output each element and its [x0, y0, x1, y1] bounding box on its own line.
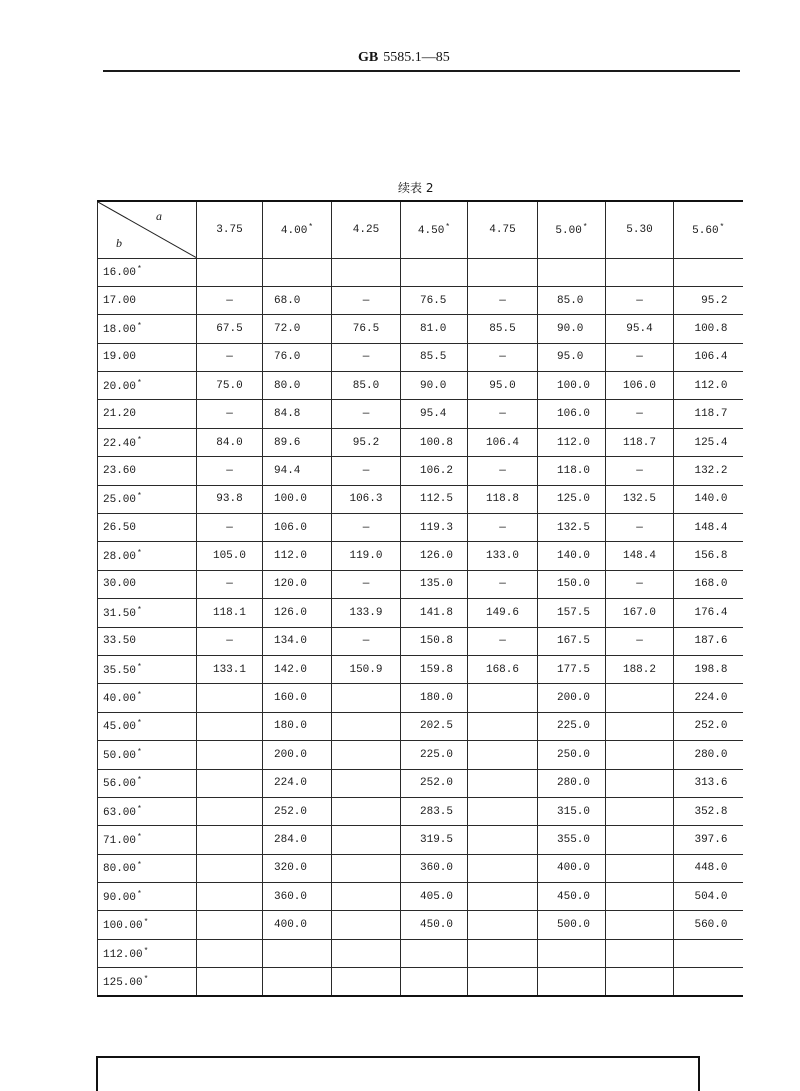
row-label: 45.00*	[98, 712, 197, 740]
table-cell: 80.0	[263, 372, 332, 400]
table-cell: 148.4	[606, 542, 674, 570]
row-label: 25.00*	[98, 485, 197, 513]
row-label: 50.00*	[98, 741, 197, 769]
table-cell: 168.6	[468, 655, 538, 683]
table-cell: 95.4	[606, 315, 674, 343]
row-label: 23.60	[98, 457, 197, 485]
row-label: 63.00*	[98, 797, 197, 825]
column-header: 4.50*	[401, 201, 468, 258]
table-cell: 315.0	[538, 797, 606, 825]
table-cell: 224.0	[674, 684, 743, 712]
table-cell: 119.3	[401, 514, 468, 542]
table-cell: 140.0	[538, 542, 606, 570]
table-cell: 76.5	[332, 315, 401, 343]
document-code-number: 5585.1—85	[383, 50, 450, 65]
table-cell: —	[197, 343, 263, 371]
table-cell: 168.0	[674, 570, 743, 598]
table-cell	[332, 939, 401, 967]
table-cell: 400.0	[538, 854, 606, 882]
table-row	[98, 343, 743, 371]
table-cell: 90.0	[401, 372, 468, 400]
table-cell: —	[606, 343, 674, 371]
table-row	[98, 627, 743, 655]
table-cell	[606, 741, 674, 769]
table-row	[98, 968, 743, 996]
table-cell: 280.0	[538, 769, 606, 797]
table-cell: 500.0	[538, 911, 606, 939]
table-cell: 160.0	[263, 684, 332, 712]
table-cell: 448.0	[674, 854, 743, 882]
table-cell: 142.0	[263, 655, 332, 683]
table-cell: 397.6	[674, 826, 743, 854]
table-row	[98, 258, 743, 286]
table-row	[98, 372, 743, 400]
row-label: 17.00	[98, 286, 197, 314]
table-cell: —	[332, 343, 401, 371]
table-cell	[401, 968, 468, 996]
table-cell: 252.0	[401, 769, 468, 797]
table-cell: 283.5	[401, 797, 468, 825]
table-cell: 450.0	[401, 911, 468, 939]
table-cell: —	[606, 627, 674, 655]
row-label: 40.00*	[98, 684, 197, 712]
table-cell	[197, 826, 263, 854]
table-cell: 106.2	[401, 457, 468, 485]
table-cell: 126.0	[401, 542, 468, 570]
table-cell: 167.0	[606, 599, 674, 627]
table-cell: 360.0	[401, 854, 468, 882]
table-cell: 106.4	[674, 343, 743, 371]
table-cell	[468, 769, 538, 797]
table-row	[98, 400, 743, 428]
table-cell	[468, 741, 538, 769]
table-cell: —	[197, 570, 263, 598]
table-cell: 126.0	[263, 599, 332, 627]
table-cell: —	[197, 627, 263, 655]
table-row	[98, 826, 743, 854]
table-cell: 159.8	[401, 655, 468, 683]
table-cell: 106.3	[332, 485, 401, 513]
table-cell: 188.2	[606, 655, 674, 683]
table-cell	[468, 258, 538, 286]
data-table	[97, 200, 743, 997]
table-cell	[197, 797, 263, 825]
table-cell: 95.2	[332, 428, 401, 456]
column-header: 3.75	[197, 201, 263, 258]
table-cell: —	[197, 400, 263, 428]
table-cell: 224.0	[263, 769, 332, 797]
row-label: 18.00*	[98, 315, 197, 343]
table-cell	[332, 741, 401, 769]
table-cell: 187.6	[674, 627, 743, 655]
table-cell	[197, 741, 263, 769]
table-row	[98, 542, 743, 570]
table-cell: 118.8	[468, 485, 538, 513]
table-cell	[606, 797, 674, 825]
column-header: 5.60*	[674, 201, 743, 258]
table-cell	[538, 258, 606, 286]
table-cell: —	[332, 400, 401, 428]
table-cell: —	[332, 627, 401, 655]
table-cell: 450.0	[538, 883, 606, 911]
table-body	[98, 258, 743, 996]
table-cell	[468, 939, 538, 967]
table-cell	[606, 883, 674, 911]
table-cell	[606, 258, 674, 286]
table-cell	[332, 712, 401, 740]
table-cell	[263, 968, 332, 996]
table-cell: 94.4	[263, 457, 332, 485]
table-cell: 100.0	[263, 485, 332, 513]
table-cell: 95.2	[674, 286, 743, 314]
table-cell: 320.0	[263, 854, 332, 882]
table-cell: 133.9	[332, 599, 401, 627]
table-cell: —	[606, 570, 674, 598]
table-cell	[332, 797, 401, 825]
table-cell	[332, 769, 401, 797]
table-cell: 135.0	[401, 570, 468, 598]
table-cell	[538, 939, 606, 967]
table-row	[98, 457, 743, 485]
table-cell	[197, 769, 263, 797]
table-cell: 400.0	[263, 911, 332, 939]
table-cell	[606, 712, 674, 740]
table-cell: —	[197, 286, 263, 314]
table-cell: 67.5	[197, 315, 263, 343]
table-cell: —	[468, 627, 538, 655]
table-cell	[606, 968, 674, 996]
row-label: 30.00	[98, 570, 197, 598]
table-cell: 355.0	[538, 826, 606, 854]
table-cell: 133.0	[468, 542, 538, 570]
column-header: 5.00*	[538, 201, 606, 258]
row-label: 28.00*	[98, 542, 197, 570]
table-row	[98, 911, 743, 939]
table-cell	[197, 968, 263, 996]
table-row	[98, 797, 743, 825]
table-cell	[468, 826, 538, 854]
table-cell: —	[468, 457, 538, 485]
table-cell: 177.5	[538, 655, 606, 683]
table-cell: 119.0	[332, 542, 401, 570]
table-cell: —	[332, 286, 401, 314]
table-cell	[538, 968, 606, 996]
table-cell: 180.0	[401, 684, 468, 712]
table-cell: 560.0	[674, 911, 743, 939]
table-cell	[674, 968, 743, 996]
diagonal-divider	[98, 202, 196, 258]
table-cell	[468, 883, 538, 911]
table-cell: 280.0	[674, 741, 743, 769]
table-cell	[606, 769, 674, 797]
table-row	[98, 741, 743, 769]
table-cell: 68.0	[263, 286, 332, 314]
table-cell	[197, 883, 263, 911]
table-cell: 141.8	[401, 599, 468, 627]
table-row	[98, 883, 743, 911]
table-cell	[401, 258, 468, 286]
table-cell: —	[332, 457, 401, 485]
table-cell	[468, 684, 538, 712]
table-row	[98, 712, 743, 740]
table-cell	[468, 797, 538, 825]
document-code-prefix: GB	[358, 50, 379, 65]
table-cell	[468, 712, 538, 740]
row-label: 31.50*	[98, 599, 197, 627]
corner-label-b: b	[116, 236, 122, 250]
row-label: 16.00*	[98, 258, 197, 286]
table-cell	[606, 911, 674, 939]
table-cell	[197, 911, 263, 939]
document-code	[358, 50, 478, 66]
table-cell: 95.0	[538, 343, 606, 371]
table-cell: 95.4	[401, 400, 468, 428]
corner-header-cell	[98, 201, 197, 258]
table-cell	[468, 968, 538, 996]
table-cell	[332, 911, 401, 939]
row-label: 90.00*	[98, 883, 197, 911]
table-cell: 125.4	[674, 428, 743, 456]
table-cell: 225.0	[401, 741, 468, 769]
table-cell: 72.0	[263, 315, 332, 343]
table-cell: 112.0	[263, 542, 332, 570]
table-cell	[197, 684, 263, 712]
table-cell: 118.1	[197, 599, 263, 627]
table-cell: —	[606, 286, 674, 314]
table-row	[98, 599, 743, 627]
table-row	[98, 286, 743, 314]
table-cell	[332, 854, 401, 882]
table-cell: 133.1	[197, 655, 263, 683]
table-cell: 75.0	[197, 372, 263, 400]
table-cell: 112.5	[401, 485, 468, 513]
table-cell: —	[468, 286, 538, 314]
table-cell	[401, 939, 468, 967]
row-label: 22.40*	[98, 428, 197, 456]
row-label: 26.50	[98, 514, 197, 542]
row-label: 20.00*	[98, 372, 197, 400]
table-cell: 140.0	[674, 485, 743, 513]
table-cell: 132.5	[538, 514, 606, 542]
row-label: 112.00*	[98, 939, 197, 967]
table-row	[98, 854, 743, 882]
table-cell	[606, 854, 674, 882]
table-cell: 120.0	[263, 570, 332, 598]
table-row	[98, 315, 743, 343]
table-row	[98, 514, 743, 542]
row-label: 21.20	[98, 400, 197, 428]
table-cell: 93.8	[197, 485, 263, 513]
table-cell	[332, 826, 401, 854]
table-cell: 106.4	[468, 428, 538, 456]
table-cell: 90.0	[538, 315, 606, 343]
table-row	[98, 485, 743, 513]
table-cell: 167.5	[538, 627, 606, 655]
table-cell	[468, 911, 538, 939]
table-cell: 76.0	[263, 343, 332, 371]
table-cell	[197, 939, 263, 967]
table-cell: 200.0	[263, 741, 332, 769]
table-cell: 250.0	[538, 741, 606, 769]
table-cell: —	[332, 570, 401, 598]
table-cell: 112.0	[538, 428, 606, 456]
table-cell: 225.0	[538, 712, 606, 740]
table-cell: 84.0	[197, 428, 263, 456]
table-cell: —	[468, 343, 538, 371]
table-cell: 319.5	[401, 826, 468, 854]
table-cell: 85.5	[401, 343, 468, 371]
table-cell: —	[468, 400, 538, 428]
table-cell	[197, 258, 263, 286]
table-cell	[606, 826, 674, 854]
table-cell: 118.7	[674, 400, 743, 428]
table-cell: 360.0	[263, 883, 332, 911]
footer-box	[96, 1056, 700, 1091]
table-cell	[332, 684, 401, 712]
table-cell	[332, 883, 401, 911]
table-cell: 198.8	[674, 655, 743, 683]
table-cell: 89.6	[263, 428, 332, 456]
row-label: 100.00*	[98, 911, 197, 939]
table-cell: 252.0	[674, 712, 743, 740]
table-cell: 405.0	[401, 883, 468, 911]
table-cell: —	[606, 514, 674, 542]
table-cell: 85.0	[538, 286, 606, 314]
table-cell: 150.8	[401, 627, 468, 655]
table-cell	[263, 258, 332, 286]
table-cell	[468, 854, 538, 882]
table-cell: 118.0	[538, 457, 606, 485]
table-cell: 118.7	[606, 428, 674, 456]
row-label: 56.00*	[98, 769, 197, 797]
table-header-row	[98, 201, 743, 258]
row-label: 33.50	[98, 627, 197, 655]
table-cell: 132.2	[674, 457, 743, 485]
row-label: 80.00*	[98, 854, 197, 882]
row-label: 19.00	[98, 343, 197, 371]
table-cell: 125.0	[538, 485, 606, 513]
table-cell	[332, 968, 401, 996]
table-row	[98, 428, 743, 456]
row-label: 35.50*	[98, 655, 197, 683]
table-cell	[263, 939, 332, 967]
table-cell: 132.5	[606, 485, 674, 513]
table-cell	[332, 258, 401, 286]
table-cell: 148.4	[674, 514, 743, 542]
column-header: 5.30	[606, 201, 674, 258]
table-cell: 200.0	[538, 684, 606, 712]
table-cell: 252.0	[263, 797, 332, 825]
table-cell: —	[468, 570, 538, 598]
table-row	[98, 655, 743, 683]
table-cell: 85.5	[468, 315, 538, 343]
table-cell: 95.0	[468, 372, 538, 400]
table-cell	[197, 712, 263, 740]
table-cell: 112.0	[674, 372, 743, 400]
column-header: 4.75	[468, 201, 538, 258]
table-cell	[674, 939, 743, 967]
column-header: 4.00*	[263, 201, 332, 258]
table-cell: 149.6	[468, 599, 538, 627]
table-cell: 352.8	[674, 797, 743, 825]
table-cell: 100.8	[674, 315, 743, 343]
table-cell: 157.5	[538, 599, 606, 627]
table-cell	[606, 939, 674, 967]
row-label: 71.00*	[98, 826, 197, 854]
table-cell: 180.0	[263, 712, 332, 740]
table-row	[98, 684, 743, 712]
table-cell: 202.5	[401, 712, 468, 740]
table-cell: 134.0	[263, 627, 332, 655]
table-row	[98, 939, 743, 967]
table-cell: 85.0	[332, 372, 401, 400]
table-row	[98, 570, 743, 598]
table-cell: 176.4	[674, 599, 743, 627]
table-cell: 106.0	[538, 400, 606, 428]
table-cell: 313.6	[674, 769, 743, 797]
table-row	[98, 769, 743, 797]
table-cell: —	[606, 457, 674, 485]
table-cell: 150.0	[538, 570, 606, 598]
table-cell: —	[197, 514, 263, 542]
table-cell: 84.8	[263, 400, 332, 428]
table-cell: 106.0	[606, 372, 674, 400]
column-header: 4.25	[332, 201, 401, 258]
row-label: 125.00*	[98, 968, 197, 996]
table-cell: —	[197, 457, 263, 485]
corner-label-a: a	[156, 209, 162, 223]
table-cell: —	[606, 400, 674, 428]
table-cell: 76.5	[401, 286, 468, 314]
table-cell: 284.0	[263, 826, 332, 854]
table-cell	[606, 684, 674, 712]
header-rule	[103, 70, 740, 72]
table-cell	[197, 854, 263, 882]
table-cell: 504.0	[674, 883, 743, 911]
table-cell: 106.0	[263, 514, 332, 542]
table-caption: 续表 2	[398, 181, 434, 195]
table-cell	[674, 258, 743, 286]
table-cell: 100.8	[401, 428, 468, 456]
table-cell: 81.0	[401, 315, 468, 343]
table-cell: —	[332, 514, 401, 542]
table-cell: 100.0	[538, 372, 606, 400]
table-cell: 150.9	[332, 655, 401, 683]
table-cell: 105.0	[197, 542, 263, 570]
table-cell: 156.8	[674, 542, 743, 570]
table-cell: —	[468, 514, 538, 542]
